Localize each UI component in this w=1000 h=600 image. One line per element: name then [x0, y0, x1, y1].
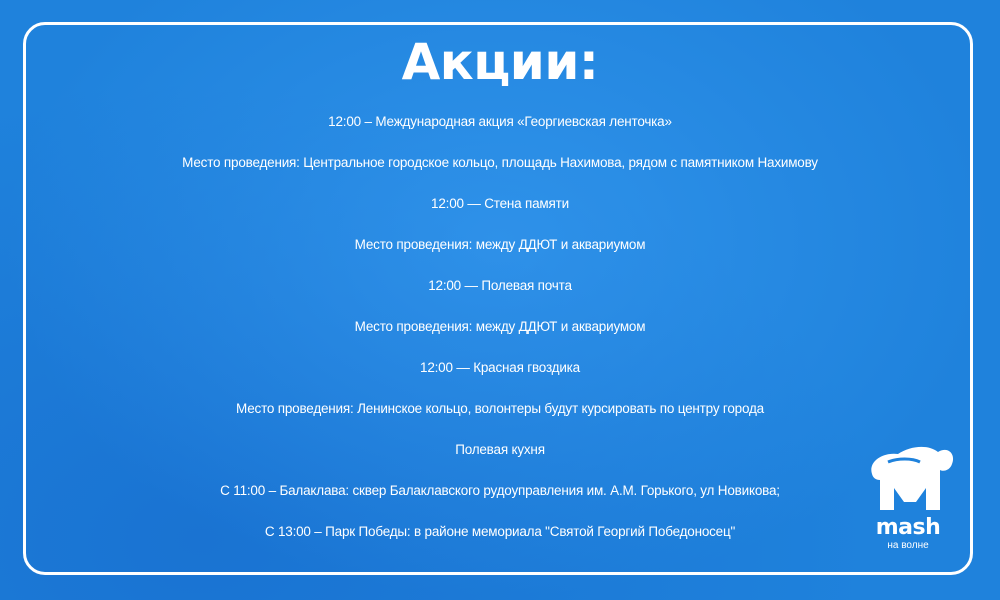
list-item: 12:00 – Международная акция «Георгиевская ленточка»: [328, 114, 672, 129]
list-item: Полевая кухня: [455, 442, 545, 457]
list-item: Место проведения: между ДДЮТ и аквариумом: [354, 319, 646, 334]
list-item: 12:00 — Полевая почта: [428, 278, 572, 293]
list-item: Место проведения: Центральное городское кольцо, площадь Нахимова, рядом с памятником Нахимову: [182, 155, 818, 170]
list-item: Место проведения: Ленинское кольцо, волонтеры будут курсировать по центру города: [236, 401, 764, 416]
list-item: Место проведения: между ДДЮТ и аквариумом: [354, 237, 646, 252]
page-title: Акции:: [401, 33, 599, 91]
list-item: С 11:00 – Балаклава: сквер Балаклавского рудоуправления им. А.М. Горького, ул Новикова;: [220, 483, 780, 498]
event-list: [0, 112, 1000, 563]
list-item: 12:00 — Красная гвоздика: [420, 360, 580, 375]
logo-subtitle: на волне: [887, 540, 929, 551]
mash-logo-icon: [858, 440, 958, 516]
list-item: 12:00 — Стена памяти: [431, 196, 569, 211]
mash-logo: [858, 440, 968, 560]
logo-wordmark: mash: [875, 515, 941, 540]
list-item: С 13:00 – Парк Победы: в районе мемориала "Святой Георгий Победоносец": [264, 524, 736, 539]
